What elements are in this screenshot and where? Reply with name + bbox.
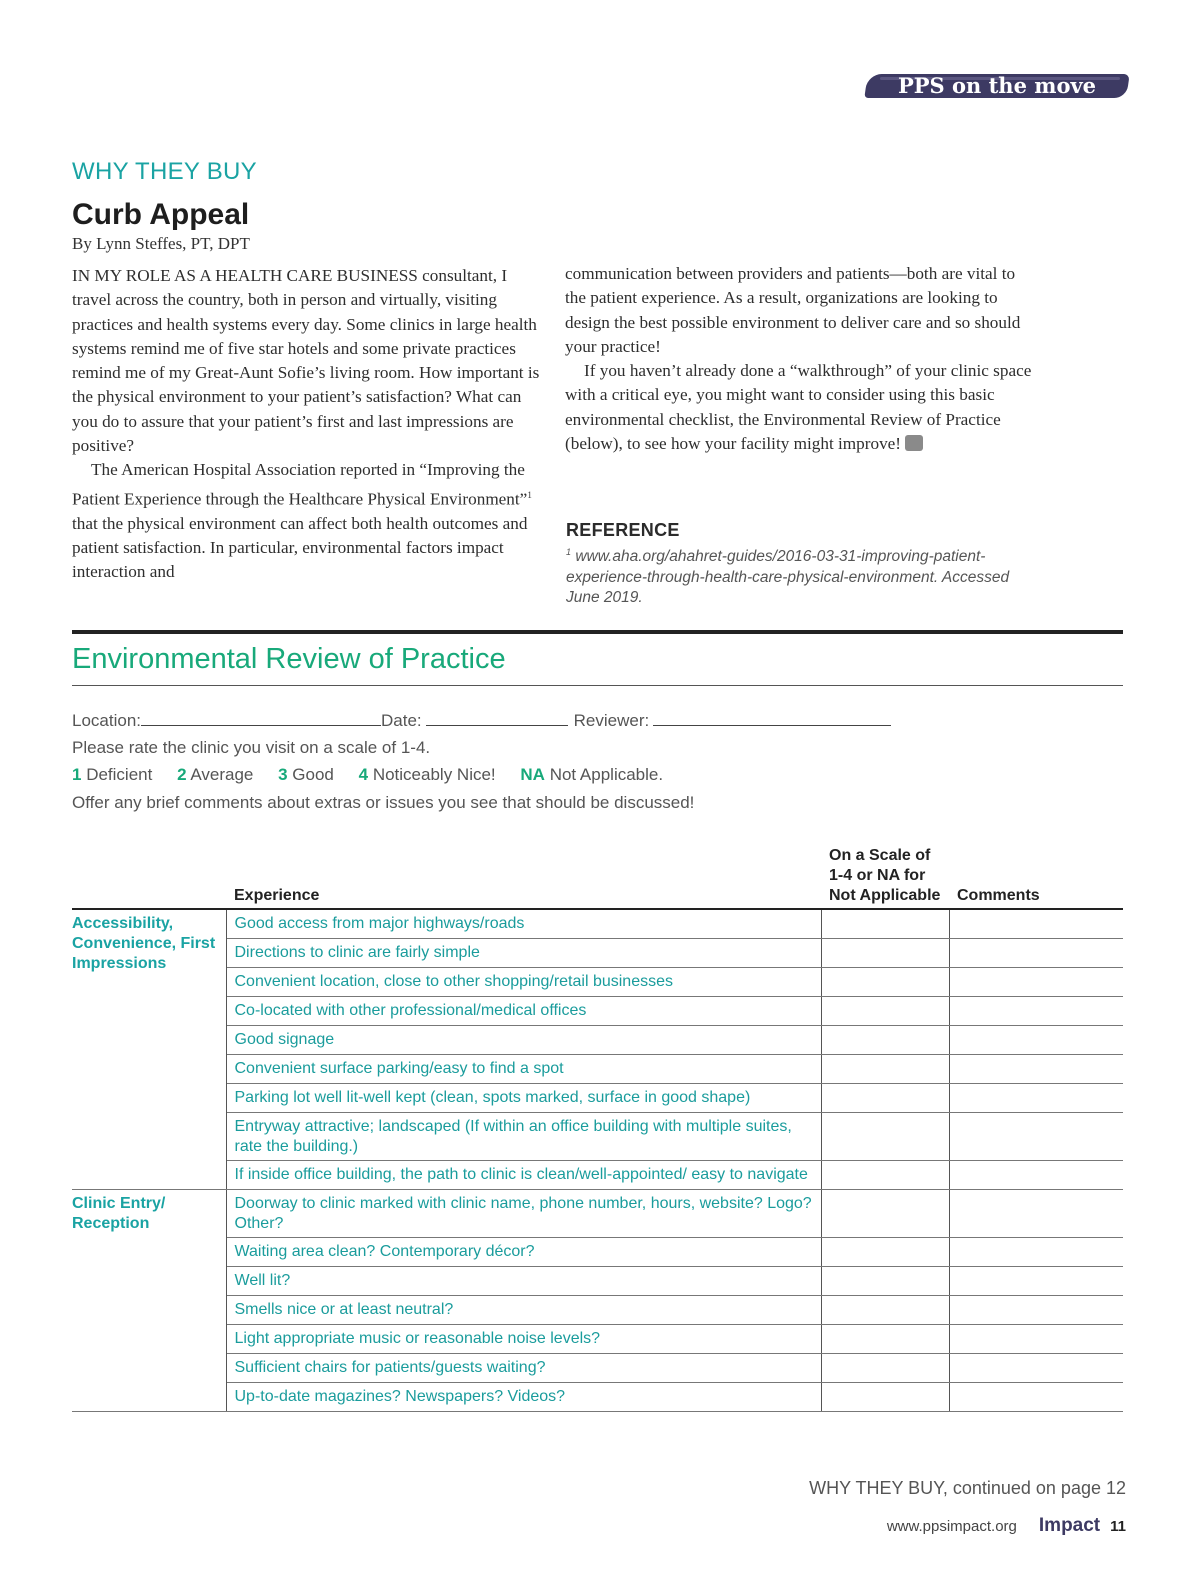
rating-cell[interactable] (821, 1054, 949, 1083)
experience-item: Co-located with other professional/medical offices (226, 996, 821, 1025)
table-row (72, 1382, 1123, 1411)
scale-label: Average (190, 765, 254, 784)
table-row (72, 938, 1123, 967)
reference-citation: www.aha.org/ahahret-guides/2016-03-31-improving-patient-experience-through-health-care-physical-environment. Accessed June 2019. (566, 548, 1010, 607)
section-banner (866, 68, 1128, 104)
rating-cell[interactable] (821, 1382, 949, 1411)
rating-cell[interactable] (821, 1266, 949, 1295)
scale-label: Good (292, 765, 334, 784)
reference-text (566, 542, 1046, 609)
comments-cell[interactable] (949, 909, 1123, 938)
continued-note: WHY THEY BUY, continued on page 12 (809, 1478, 1126, 1498)
footnote-marker: 1 (527, 489, 532, 500)
reference-heading: REFERENCE (566, 520, 680, 540)
experience-item: Convenient surface parking/easy to find a spot (226, 1054, 821, 1083)
table-row (72, 996, 1123, 1025)
header-experience: Experience (234, 887, 320, 904)
article-byline: By Lynn Steffes, PT, DPT (72, 234, 250, 253)
comments-cell[interactable] (949, 967, 1123, 996)
rating-cell[interactable] (821, 1324, 949, 1353)
section-divider-thick (72, 630, 1123, 634)
paragraph-walkthrough-text: If you haven’t already done a “walkthrough” of your clinic space with a critical eye, you might want to consider using this basic environmental checklist, the Environmental Review of Practice (below), to see how your facility might improve! (565, 361, 1032, 454)
article-title: Curb Appeal (72, 198, 250, 231)
review-title: Environmental Review of Practice (72, 643, 506, 675)
rating-scale-legend (72, 765, 683, 785)
paragraph-walkthrough (565, 359, 1040, 456)
scale-label: Noticeably Nice! (372, 765, 496, 784)
table-row (72, 1237, 1123, 1266)
table-row (72, 1083, 1123, 1112)
page-number: 11 (1110, 1518, 1126, 1535)
comments-cell[interactable] (949, 1266, 1123, 1295)
rating-cell[interactable] (821, 1237, 949, 1266)
paragraph-aha-text-b: that the physical environment can affect both health outcomes and patient satisfaction. In particular, environmental factors impact interaction and (72, 513, 528, 582)
comments-cell[interactable] (949, 1353, 1123, 1382)
experience-item: Light appropriate music or reasonable noise levels? (226, 1324, 821, 1353)
scale-label: Not Applicable. (549, 765, 664, 784)
article-column-left (72, 264, 542, 585)
comments-cell[interactable] (949, 1324, 1123, 1353)
footer-url[interactable]: www.ppsimpact.org (886, 1518, 1017, 1535)
table-row (72, 1324, 1123, 1353)
experience-item: Directions to clinic are fairly simple (226, 938, 821, 967)
section-divider-thin (72, 685, 1123, 686)
scale-item-4 (359, 765, 496, 784)
comments-cell[interactable] (949, 938, 1123, 967)
page-footer (887, 1515, 1126, 1537)
category-label: Clinic Entry/ Reception (72, 1189, 226, 1411)
scale-item-1 (72, 765, 152, 784)
rating-cell[interactable] (821, 1353, 949, 1382)
rating-cell[interactable] (821, 967, 949, 996)
experience-item: If inside office building, the path to clinic is clean/well-appointed/ easy to navigate (226, 1160, 821, 1189)
footer-brand: Impact (1038, 1515, 1101, 1536)
table-row (72, 1025, 1123, 1054)
table-header-row (72, 842, 1123, 909)
banner-text: PPS on the move (897, 73, 1097, 98)
experience-item: Waiting area clean? Contemporary décor? (226, 1237, 821, 1266)
location-blank[interactable] (141, 712, 381, 726)
table-row (72, 1160, 1123, 1189)
scale-item-na (520, 765, 663, 784)
article-kicker: WHY THEY BUY (72, 158, 257, 185)
rating-cell[interactable] (821, 1112, 949, 1160)
table-row (72, 1112, 1123, 1160)
comments-cell[interactable] (949, 1160, 1123, 1189)
comments-cell[interactable] (949, 1083, 1123, 1112)
reference-marker: 1 (566, 547, 572, 557)
reviewer-blank[interactable] (653, 712, 891, 726)
scale-label: Deficient (86, 765, 153, 784)
date-label: Date: (381, 711, 422, 730)
review-checklist-table (72, 842, 1123, 1412)
paragraph-aha-text-a: The American Hospital Association reported in “Improving the Patient Experience through the Healthcare Physical Environment” (72, 460, 528, 509)
comments-cell[interactable] (949, 1025, 1123, 1054)
experience-item: Good access from major highways/roads (226, 909, 821, 938)
review-form-fields (72, 711, 891, 731)
rating-cell[interactable] (821, 1160, 949, 1189)
date-blank[interactable] (426, 712, 568, 726)
rating-cell[interactable] (821, 1083, 949, 1112)
header-comments: Comments (957, 887, 1040, 904)
experience-item: Sufficient chairs for patients/guests waiting? (226, 1353, 821, 1382)
comments-cell[interactable] (949, 1237, 1123, 1266)
scale-number: 4 (358, 765, 369, 784)
rating-cell[interactable] (821, 938, 949, 967)
rating-instruction: Please rate the clinic you visit on a scale of 1-4. (72, 738, 431, 757)
paragraph-aha (72, 458, 542, 584)
article-column-right (565, 262, 1040, 456)
table-row (72, 1189, 1123, 1237)
checklist-body (72, 909, 1123, 1411)
comments-cell[interactable] (949, 996, 1123, 1025)
experience-item: Good signage (226, 1025, 821, 1054)
end-of-article-icon (905, 435, 923, 451)
table-row (72, 1295, 1123, 1324)
experience-item: Well lit? (226, 1266, 821, 1295)
comments-instruction: Offer any brief comments about extras or issues you see that should be discussed! (72, 793, 695, 812)
location-label: Location: (72, 711, 141, 730)
reviewer-label: Reviewer: (573, 711, 650, 730)
comments-cell[interactable] (949, 1054, 1123, 1083)
rating-cell[interactable] (821, 996, 949, 1025)
table-row (72, 1054, 1123, 1083)
table-row (72, 909, 1123, 938)
experience-item: Convenient location, close to other shopping/retail businesses (226, 967, 821, 996)
paragraph-intro: IN MY ROLE AS A HEALTH CARE BUSINESS consultant, I travel across the country, both in person and virtually, visiting practices and health systems every day. Some clinics in large health systems remind me of five star hotels and some private practices remind me of my Great-Aunt Sofie’s living room. How important is the physical environment to your patient’s satisfaction? What can you do to assure that your patient’s first and last impressions are positive? (72, 266, 540, 456)
experience-item: Parking lot well lit-well kept (clean, spots marked, surface in good shape) (226, 1083, 821, 1112)
scale-number: 2 (177, 765, 187, 784)
header-category (72, 842, 226, 909)
scale-item-3 (278, 765, 334, 784)
scale-number: 1 (72, 765, 82, 784)
table-row (72, 1266, 1123, 1295)
table-row (72, 1353, 1123, 1382)
comments-cell[interactable] (949, 1295, 1123, 1324)
category-label: Accessibility, Convenience, First Impressions (72, 909, 226, 1189)
scale-number: NA (520, 765, 545, 784)
scale-item-2 (177, 765, 253, 784)
experience-item: Smells nice or at least neutral? (226, 1295, 821, 1324)
comments-cell[interactable] (949, 1189, 1123, 1237)
rating-cell[interactable] (821, 1189, 949, 1237)
experience-item: Up-to-date magazines? Newspapers? Videos? (226, 1382, 821, 1411)
header-scale: On a Scale of 1-4 or NA for Not Applicable (829, 847, 941, 904)
experience-item: Entryway attractive; landscaped (If within an office building with multiple suites, rate the building.) (226, 1112, 821, 1160)
paragraph-communication: communication between providers and patients—both are vital to the patient experience. As a result, organizations are looking to design the best possible environment to deliver care and so should your practice! (565, 264, 1021, 356)
table-row (72, 967, 1123, 996)
scale-number: 3 (278, 765, 288, 784)
comments-cell[interactable] (949, 1382, 1123, 1411)
rating-cell[interactable] (821, 1295, 949, 1324)
experience-item: Doorway to clinic marked with clinic name, phone number, hours, website? Logo? Other? (226, 1189, 821, 1237)
comments-cell[interactable] (949, 1112, 1123, 1160)
rating-cell[interactable] (821, 909, 949, 938)
rating-cell[interactable] (821, 1025, 949, 1054)
